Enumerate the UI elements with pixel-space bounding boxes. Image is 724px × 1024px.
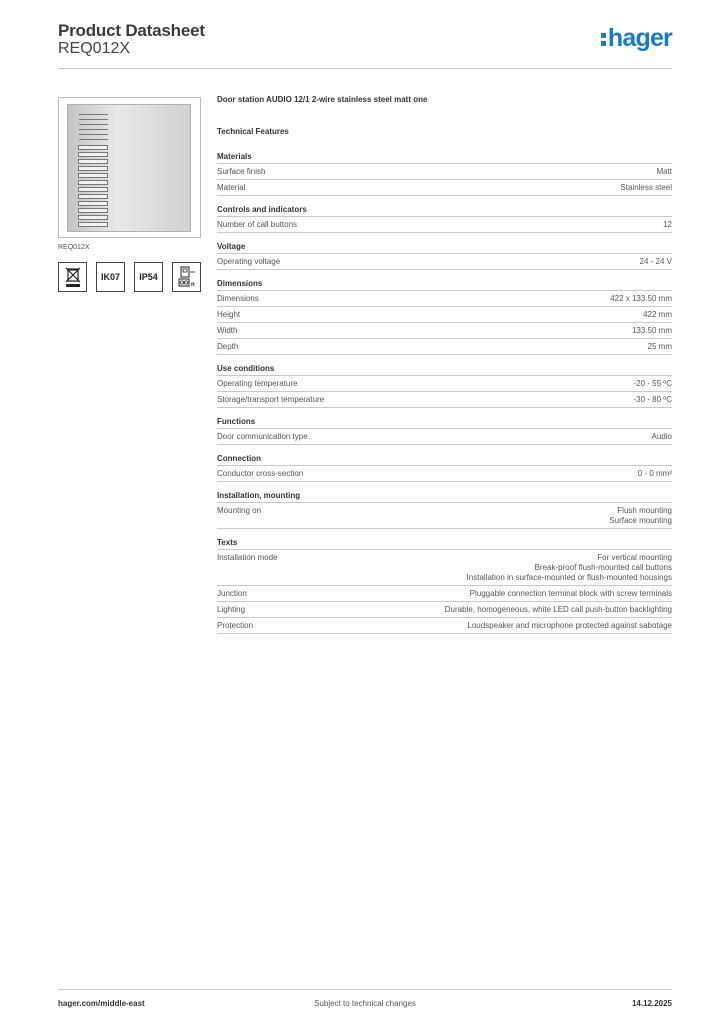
spec-row [217,503,672,529]
footer-website-link[interactable]: hager.com/middle-east [58,999,145,1008]
door-station-panel-image [67,104,191,232]
spec-value: 25 mm [647,342,672,351]
document-title: Product Datasheet [58,21,205,40]
spec-value: 24 - 24 V [639,257,672,266]
feature-sections [217,152,672,634]
door-station-terminal-icon [172,262,201,292]
spec-label: Protection [217,621,254,630]
call-buttons [78,145,108,229]
section-title: Use conditions [217,364,672,376]
spec-row [217,180,672,196]
spec-row [217,550,672,586]
page-header [58,21,672,69]
section-title: Controls and indicators [217,205,672,217]
spec-value: 133.50 mm [631,326,672,335]
image-caption: REQ012X [58,244,90,251]
spec-value-line: Installation in surface-mounted or flush-mounted housings [466,573,672,582]
spec-label: Conductor cross-section [217,469,304,478]
spec-row [217,429,672,445]
feature-section [217,417,672,445]
spec-row [217,217,672,233]
spec-label: Dimensions [217,294,259,303]
spec-label: Height [217,310,241,319]
spec-value: Matt [656,167,672,176]
feature-section [217,279,672,355]
technical-features-title: Technical Features [217,127,289,136]
section-title: Materials [217,152,672,164]
spec-value: -20 - 55 ºC [633,379,672,388]
section-title: Installation, mounting [217,491,672,503]
feature-section [217,491,672,529]
product-image [58,97,201,238]
spec-value: Durable, homogeneous, white LED call push-button backlighting [444,605,672,614]
spec-value-line: Flush mounting [617,506,672,515]
feature-section [217,454,672,482]
section-title: Voltage [217,242,672,254]
page-footer [58,989,672,1008]
spec-row [217,586,672,602]
spec-row [217,618,672,634]
spec-row [217,323,672,339]
spec-value: Audio [651,432,672,441]
spec-value: 422 x 133.50 mm [610,294,672,303]
spec-label: Mounting on [217,506,262,515]
logo-text: hager [607,24,672,52]
spec-label: Storage/transport temperature [217,395,325,404]
spec-row [217,602,672,618]
spec-value [609,506,672,526]
product-description: Door station AUDIO 12/1 2-wire stainless steel matt one [217,95,428,104]
spec-value-line: For vertical mounting [597,553,672,562]
spec-row [217,291,672,307]
spec-value: -30 - 80 ºC [633,395,672,404]
spec-label: Door communication type [217,432,308,441]
spec-label: Junction [217,589,247,598]
spec-value [467,553,672,583]
section-title: Dimensions [217,279,672,291]
weee-bin-icon [58,262,87,292]
feature-section [217,538,672,634]
spec-label: Material [217,183,246,192]
spec-value-line: Break-proof flush-mounted call buttons [534,563,672,572]
section-title: Texts [217,538,672,550]
section-title: Functions [217,417,672,429]
feature-section [217,364,672,408]
footer-notice: Subject to technical changes [314,999,416,1008]
datasheet-content [217,95,672,643]
spec-row [217,466,672,482]
spec-label: Lighting [217,605,246,614]
spec-value: Pluggable connection terminal block with screw terminals [469,589,672,598]
spec-row [217,307,672,323]
spec-label: Surface finish [217,167,266,176]
spec-value: Stainless steel [620,183,672,192]
product-reference: REQ012X [58,40,131,57]
speaker-grille [79,114,108,144]
spec-value: 12 [663,220,672,229]
ip-rating-badge: IP54 [134,262,163,292]
footer-date: 14.12.2025 [631,999,672,1008]
spec-row [217,376,672,392]
spec-label: Operating temperature [217,379,298,388]
spec-value: 0 - 0 mm² [637,469,672,478]
svg-text:n: n [190,282,195,288]
feature-section [217,242,672,270]
feature-section [217,152,672,196]
section-title: Connection [217,454,672,466]
spec-row [217,254,672,270]
spec-value: Loudspeaker and microphone protected against sabotage [467,621,672,630]
spec-label: Width [217,326,238,335]
spec-label: Depth [217,342,239,351]
spec-label: Operating voltage [217,257,281,266]
spec-label: Number of call buttons [217,220,298,229]
spec-value: 422 mm [643,310,672,319]
ik-rating-badge: IK07 [96,262,125,292]
certification-badges [58,262,201,292]
logo-dots-icon [601,33,606,46]
hager-logo [601,26,672,51]
spec-value-line: Surface mounting [609,516,672,525]
spec-row [217,339,672,355]
spec-row [217,164,672,180]
spec-row [217,392,672,408]
spec-label: Installation mode [217,553,278,562]
feature-section [217,205,672,233]
